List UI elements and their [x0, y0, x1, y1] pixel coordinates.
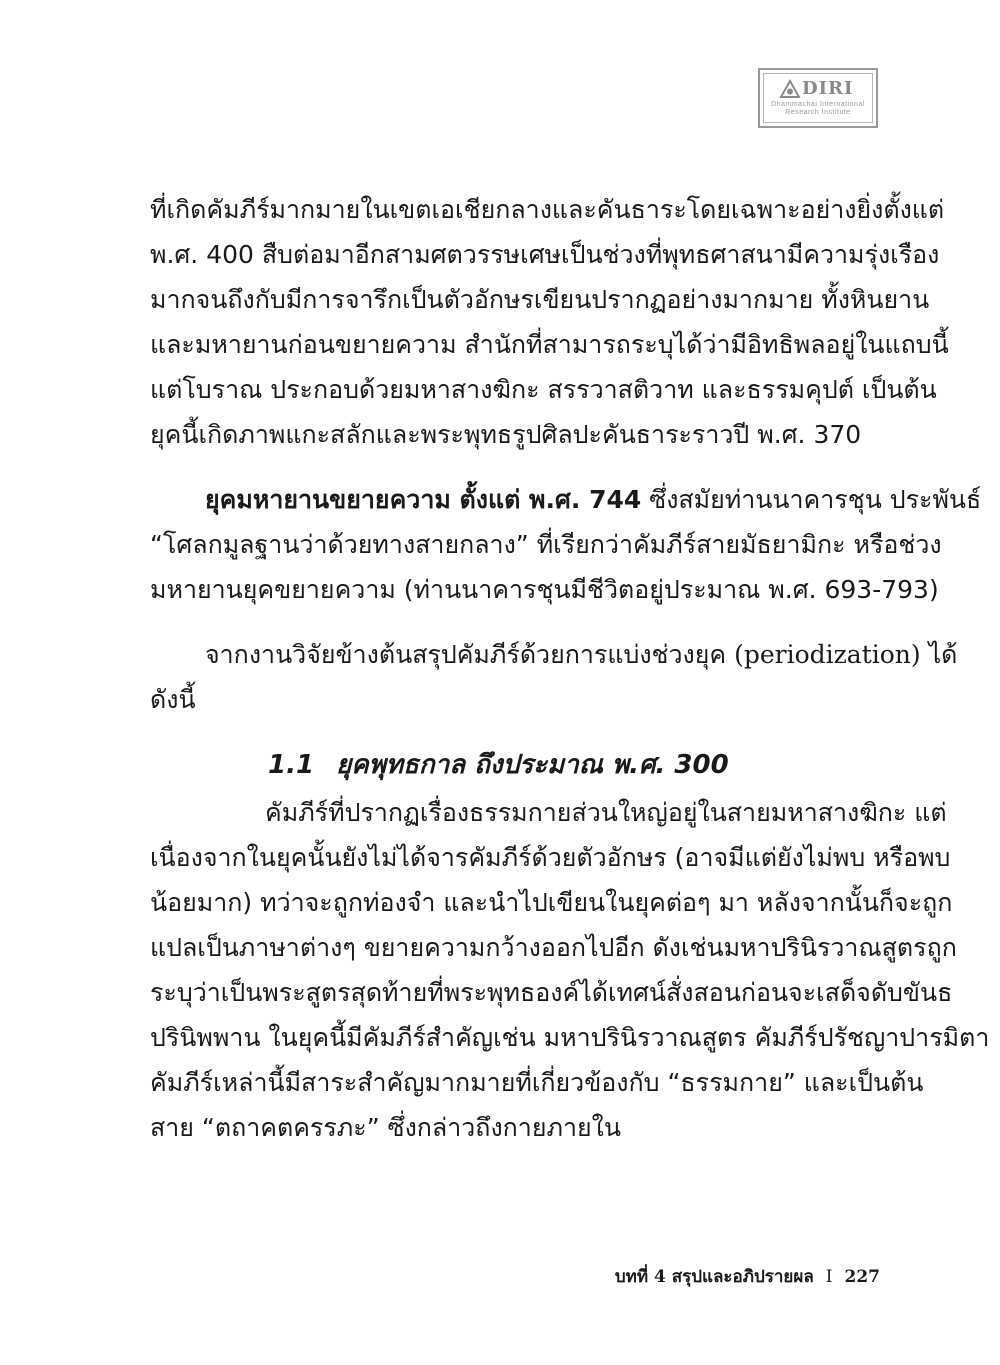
inline-text: ได้ — [928, 640, 958, 669]
text-line: “โศลกมูลฐานว่าด้วยทางสายกลาง” ที่เรียกว่าคัมภีร์สายมัธยามิกะ หรือช่วง — [150, 530, 942, 559]
text-line: และมหายานก่อนขยายความ สำนักที่สามารถระบุได้ว่ามีอิทธิพลอยู่ในแถบนี้ — [150, 330, 949, 359]
logo-subtitle-line-1: Dhammachai International — [771, 101, 865, 108]
section-title: ยุคพุทธกาล ถึงประมาณ พ.ศ. 300 — [336, 750, 729, 780]
logo-title: DIRI — [802, 78, 854, 99]
triangle-emblem-icon — [780, 80, 800, 98]
text-line: คัมภีร์เหล่านี้มีสาระสำคัญมากมายที่เกี่ยวข้องกับ “ธรรมกาย” และเป็นต้น — [150, 1068, 924, 1097]
text-line — [150, 477, 982, 522]
footer-separator: I — [825, 1267, 833, 1287]
text-line: ระบุว่าเป็นพระสูตรสุดท้ายที่พระพุทธองค์ได้เทศน์สั่งสอนก่อนจะเสด็จดับขันธ — [150, 978, 953, 1007]
diri-logo-frame — [763, 73, 873, 123]
text-line: ดังนี้ — [150, 685, 196, 714]
paragraph-3 — [150, 632, 958, 722]
page-body — [150, 187, 990, 1150]
paragraph-1 — [150, 187, 949, 457]
text-line: มากจนถึงกับมีการจารึกเป็นตัวอักษรเขียนปรากฏอย่างมากมาย ทั้งหินยาน — [150, 285, 930, 314]
diri-logo — [758, 68, 878, 128]
section-gap — [150, 722, 880, 740]
text-line: ปรินิพพาน ในยุคนี้มีคัมภีร์สำคัญเช่น มหาปรินิรวาณสูตร คัมภีร์ปรัชญาปารมิตา — [150, 1023, 990, 1052]
paragraph-gap — [150, 457, 880, 477]
page-number: 227 — [844, 1267, 880, 1287]
text-line: พ.ศ. 400 สืบต่อมาอีกสามศตวรรษเศษเป็นช่วงที่พุทธศาสนามีความรุ่งเรือง — [150, 240, 940, 269]
paragraph-gap — [150, 612, 880, 632]
text-line: ที่เกิดคัมภีร์มากมายในเขตเอเชียกลางและคันธาระโดยเฉพาะอย่างยิ่งตั้งแต่ — [150, 195, 945, 224]
logo-subtitle — [768, 101, 868, 117]
text-line: น้อยมาก) ทว่าจะถูกท่องจำ และนำไปเขียนในยุคต่อๆ มา หลังจากนั้นก็จะถูก — [150, 888, 953, 917]
logo-subtitle-line-2: Research Institute — [785, 109, 851, 116]
text-line: คัมภีร์ที่ปรากฏเรื่องธรรมกายส่วนใหญ่อยู่ในสายมหาสางฆิกะ แต่ — [265, 798, 947, 827]
text-line: แปลเป็นภาษาต่างๆ ขยายความกว้างออกไปอีก ดังเช่นมหาปรินิรวาณสูตรถูก — [150, 933, 957, 962]
chapter-label: บทที่ 4 สรุปและอภิปรายผล — [614, 1267, 814, 1287]
inline-text: จากงานวิจัยข้างต้นสรุปคัมภีร์ด้วยการแบ่งช่วงยุค — [205, 640, 727, 669]
text-line: แต่โบราณ ประกอบด้วยมหาสางฆิกะ สรรวาสติวาท และธรรมคุปต์ เป็นต้น — [150, 375, 937, 404]
inline-text: ซึ่งสมัยท่านนาคารชุน ประพันธ์ — [649, 485, 982, 514]
era-heading-inline: ยุคมหายานขยายความ ตั้งแต่ พ.ศ. 744 — [205, 485, 642, 514]
text-line: มหายานยุคขยายความ (ท่านนาคารชุนมีชีวิตอยู่ประมาณ พ.ศ. 693-793) — [150, 575, 939, 604]
text-line: ยุคนี้เกิดภาพแกะสลักและพระพุทธรูปศิลปะคันธาระราวปี พ.ศ. 370 — [150, 420, 862, 449]
text-line — [150, 632, 958, 677]
page-footer — [615, 1263, 880, 1290]
paragraph-4 — [150, 790, 990, 1150]
text-line: สาย “ตถาคตครรภะ” ซึ่งกล่าวถึงกายภายใน — [150, 1113, 621, 1142]
section-heading — [150, 740, 880, 790]
latin-term: (periodization) — [734, 640, 921, 669]
paragraph-2 — [150, 477, 982, 612]
text-line: เนื่องจากในยุคนั้นยังไม่ได้จารคัมภีร์ด้วยตัวอักษร (อาจมีแต่ยังไม่พบ หรือพบ — [150, 843, 951, 872]
section-number: 1.1 — [268, 750, 315, 780]
